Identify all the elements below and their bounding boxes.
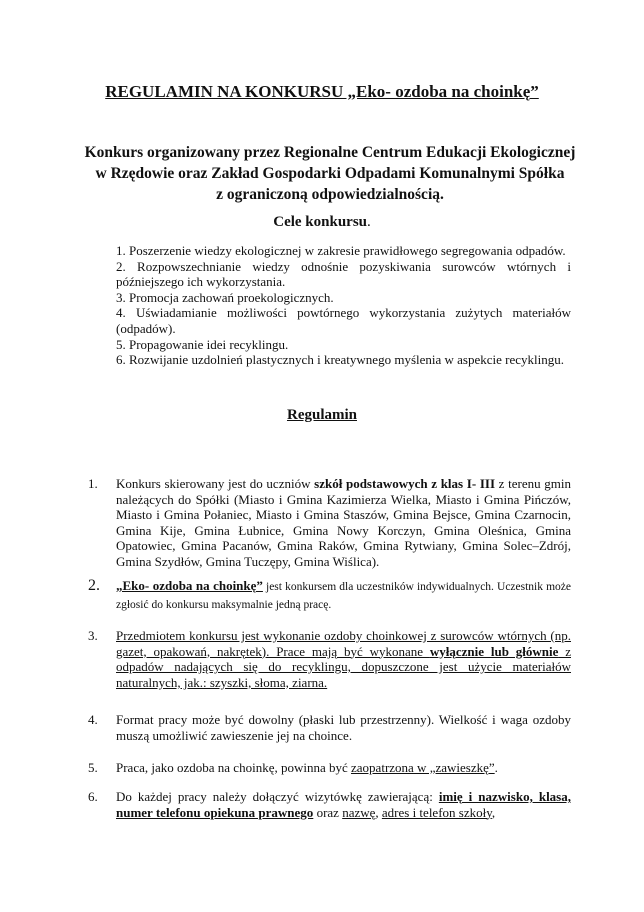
rule-number: 1. [88,476,98,491]
rule-text-segment: oraz [313,804,343,820]
rule-text [116,476,571,570]
rule-item-1 [88,476,571,570]
organizer-line-2: w Rzędowie oraz Zakład Gospodarki Odpadami Komunalnymi Spółka [95,165,565,182]
organizer-line-1: Konkurs organizowany przez Regionalne Centrum Edukacji Ekologicznej [84,144,576,161]
rule-text-segment: , [375,804,382,820]
rule-text-segment: Konkurs skierowany jest do uczniów [116,476,315,491]
rule-number: 4. [88,712,98,727]
goal-item: 6. Rozwijanie uzdolnień plastycznych i kreatywnego myślenia w aspekcie recyklingu. [116,352,564,368]
title-text: REGULAMIN NA KONKURSU „Eko- ozdoba na choinkę” [105,82,539,101]
goal-item: 4. Uświadamianie możliwości powtórnego wykorzystania zużytych materiałów (odpadów). [116,305,571,336]
rule-text-segment: „Eko- ozdoba na choinkę” [116,578,263,593]
rule-text-segment: Format pracy może być dowolny (płaski lub przestrzenny). Wielkość i waga ozdoby muszą umożliwić zawieszenie jej na choince. [116,712,571,743]
rule-text-segment: . [494,760,498,775]
document-title [0,82,644,102]
rule-item-4 [88,712,571,743]
organizer-block [80,142,580,205]
rule-text [116,628,571,690]
regulations-heading: Regulamin [286,407,357,423]
rule-text [116,760,571,776]
rule-text-segment: wyłącznie lub głównie [429,643,559,659]
rule-number: 6. [88,789,98,804]
rule-text-segment: Do każdej pracy należy dołączyć wizytówkę zawierającą: [116,789,439,804]
rule-text-segment: , [491,804,496,820]
rule-text-segment: z terenu gmin należących do Spółki (Miasto i Gmina Kazimierza Wielka, Miasto i Gmina Pińczów, Miasto i Gmina Połaniec, Miasto i Gmina Staszów, Gmina Bejsce, Gmina Czarnocin, Gmina Kije, Gmina Łubnice, Gmina Nowy Korczyn, Gmina Oleśnica, Gmina Opatowiec, Gmina Pacanów, Gmina Raków, Gmina Rytwiany, Gmina Solec–Zdrój, Gmina Szydłów, Gmina Tuczępy, Gmina Wiślica). [116,476,571,569]
rule-number: 3. [88,628,98,643]
rule-item-2 [88,578,571,613]
goals-list [116,243,571,368]
rule-text-segment: adres i telefon szkoły [381,804,492,820]
rule-item-3 [88,628,571,690]
rule-text-segment: imię i nazwisko, klasa, numer telefonu opiekuna prawnego [116,789,571,820]
goals-heading-text: Cele konkursu [273,214,368,230]
rule-text-segment: zaopatrzona w „zawieszkę” [351,760,495,775]
rule-text-segment: Przedmiotem konkursu jest wykonanie ozdoby choinkowej z surowców wtórnych (np. gazet, opakowań, nakrętek). Prace mają być wykonane [116,628,571,659]
rule-text-segment: szkół podstawowych z klas I- III [314,476,496,491]
rule-text [116,712,571,743]
organizer-line-3: z ograniczoną odpowiedzialnością. [216,186,444,203]
rule-text [116,578,571,613]
goal-item: 1. Poszerzenie wiedzy ekologicznej w zakresie prawidłowego segregowania odpadów. [116,243,566,258]
rule-item-5 [88,760,571,776]
goal-item: 5. Propagowanie idei recyklingu. [116,336,289,352]
rule-number: 5. [88,760,98,775]
goal-item: 3. Promocja zachowań proekologicznych. [116,289,334,305]
rule-text-segment: Praca, jako ozdoba na choinkę, powinna być [116,760,352,775]
rule-text-segment: z odpadów nadających się do recyklingu, dopuszczone jest użycie materiałów naturalnych, jak.: szyszki, słoma, ziarna. [116,643,571,690]
rule-number: 2. [88,577,100,594]
rule-text-segment: jest konkursem dla uczestników indywidualnych. Uczestnik może zgłosić do konkursu maksymalnie jedną pracę. [116,581,571,611]
goal-item: 2. Rozpowszechnianie wiedzy odnośnie pozyskiwania surowców wtórnych i późniejszego ich wykorzystania. [116,258,571,290]
rule-item-6 [88,789,571,820]
goals-heading: Cele konkursu. [273,214,371,230]
rule-text [116,789,571,820]
rule-text-segment: nazwę [342,804,376,820]
